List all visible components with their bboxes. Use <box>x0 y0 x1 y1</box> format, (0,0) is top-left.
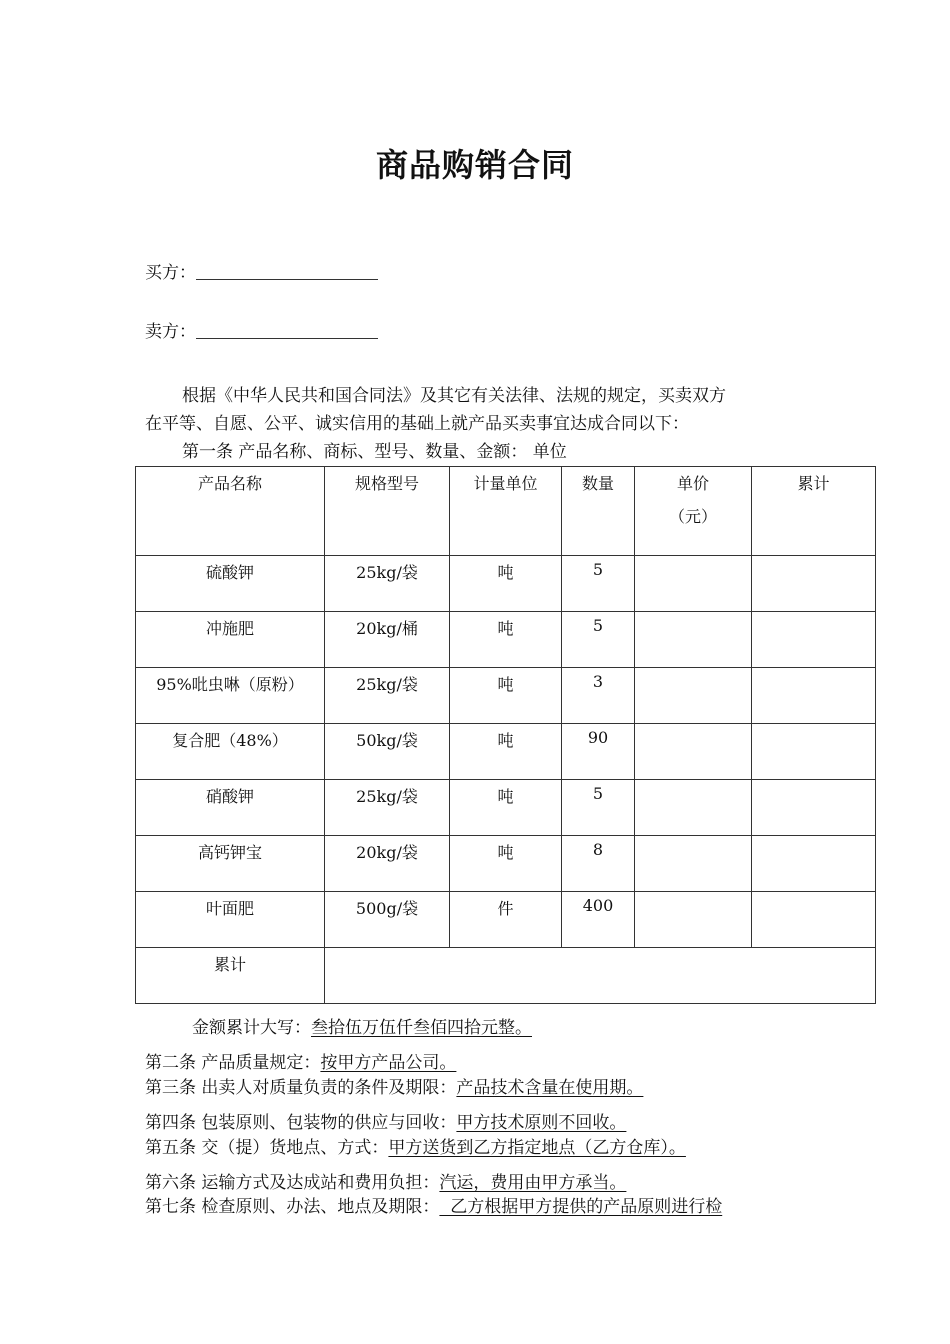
cell-spec: 20kg/袋 <box>325 836 450 892</box>
clause-label: 第四条 包装原则、包装物的供应与回收： <box>145 1113 457 1133</box>
buyer-label: 买方： <box>145 263 196 283</box>
cell-unit: 吨 <box>450 836 562 892</box>
cell-total <box>752 556 876 612</box>
table-row <box>136 724 876 780</box>
cell-unit: 吨 <box>450 556 562 612</box>
cell-unit-price <box>635 892 752 948</box>
table-row <box>136 836 876 892</box>
clause-value: 乙方根据甲方提供的产品原则进行检 <box>439 1197 723 1217</box>
cell-spec: 25kg/袋 <box>325 668 450 724</box>
cell-unit-price <box>635 556 752 612</box>
clause-5 <box>145 1133 686 1158</box>
cell-product-name: 95%吡虫啉（原粉） <box>136 668 325 724</box>
cell-spec: 50kg/袋 <box>325 724 450 780</box>
clause-label: 第六条 运输方式及达成站和费用负担： <box>145 1173 440 1193</box>
cell-unit-price <box>635 836 752 892</box>
clause-value: 汽运，费用由甲方承当。 <box>439 1173 627 1193</box>
cell-quantity: 5 <box>562 556 635 612</box>
cell-unit: 件 <box>450 892 562 948</box>
clause-1-heading: 第一条 产品名称、商标、型号、数量、金额： 单位 <box>182 442 567 462</box>
cell-spec: 25kg/袋 <box>325 556 450 612</box>
cell-quantity: 400 <box>562 892 635 948</box>
amount-value: 叁拾伍万伍仟叁佰四拾元整。 <box>311 1018 532 1038</box>
seller-blank <box>196 322 378 339</box>
cell-quantity: 8 <box>562 836 635 892</box>
clause-label: 第二条 产品质量规定： <box>145 1053 321 1073</box>
cell-product-name: 硫酸钾 <box>136 556 325 612</box>
cell-product-name: 高钙钾宝 <box>136 836 325 892</box>
clause-label: 第七条 检查原则、办法、地点及期限： <box>145 1197 440 1217</box>
cell-spec: 500g/袋 <box>325 892 450 948</box>
cell-quantity: 90 <box>562 724 635 780</box>
cell-unit-price <box>635 724 752 780</box>
product-table <box>135 466 876 1004</box>
cell-total <box>752 668 876 724</box>
cell-unit-price <box>635 612 752 668</box>
seller-line <box>145 317 378 342</box>
document-title: 商品购销合同 <box>375 146 574 184</box>
cell-unit-price <box>635 780 752 836</box>
clause-value: 甲方送货到乙方指定地点（乙方仓库）。 <box>388 1138 686 1158</box>
header-quantity: 数量 <box>562 467 635 556</box>
table-footer-row <box>136 948 876 1004</box>
intro-line-1: 根据《中华人民共和国合同法》及其它有关法律、法规的规定，买卖双方 <box>182 386 726 406</box>
amount-line <box>192 1014 532 1042</box>
clause-value: 产品技术含量在使用期。 <box>456 1078 644 1098</box>
header-total: 累计 <box>752 467 876 556</box>
clause-7 <box>145 1192 722 1217</box>
header-product-name: 产品名称 <box>136 467 325 556</box>
clause-value: 按甲方产品公司。 <box>320 1053 457 1073</box>
table-row <box>136 892 876 948</box>
header-spec: 规格型号 <box>325 467 450 556</box>
cell-quantity: 5 <box>562 612 635 668</box>
header-unit-price <box>635 467 752 556</box>
footer-total-value <box>325 948 876 1004</box>
clause-label: 第五条 交（提）货地点、方式： <box>145 1138 389 1158</box>
cell-quantity: 5 <box>562 780 635 836</box>
table-header-row <box>136 467 876 556</box>
intro-paragraph <box>145 382 726 466</box>
amount-label: 金额累计大写： <box>192 1018 311 1038</box>
clause-label: 第三条 出卖人对质量负责的条件及期限： <box>145 1078 457 1098</box>
seller-label: 卖方： <box>145 322 196 342</box>
buyer-line <box>145 258 378 283</box>
table-row <box>136 780 876 836</box>
buyer-blank <box>196 263 378 280</box>
cell-spec: 20kg/桶 <box>325 612 450 668</box>
header-unit-price-currency: （元） <box>668 507 717 526</box>
clause-6 <box>145 1168 626 1193</box>
table-row <box>136 612 876 668</box>
cell-unit: 吨 <box>450 724 562 780</box>
cell-total <box>752 836 876 892</box>
footer-total-label: 累计 <box>136 948 325 1004</box>
cell-product-name: 叶面肥 <box>136 892 325 948</box>
clause-4 <box>145 1108 626 1133</box>
cell-unit: 吨 <box>450 612 562 668</box>
clause-value: 甲方技术原则不回收。 <box>456 1113 627 1133</box>
cell-product-name: 复合肥（48%） <box>136 724 325 780</box>
cell-product-name: 冲施肥 <box>136 612 325 668</box>
clause-3 <box>145 1073 643 1098</box>
cell-total <box>752 724 876 780</box>
header-unit: 计量单位 <box>450 467 562 556</box>
intro-line-2: 在平等、自愿、公平、诚实信用的基础上就产品买卖事宜达成合同以下： <box>145 414 689 434</box>
cell-spec: 25kg/袋 <box>325 780 450 836</box>
cell-quantity: 3 <box>562 668 635 724</box>
cell-unit: 吨 <box>450 780 562 836</box>
header-unit-price-label: 单价 <box>676 474 709 493</box>
cell-total <box>752 780 876 836</box>
cell-unit-price <box>635 668 752 724</box>
cell-total <box>752 892 876 948</box>
cell-unit: 吨 <box>450 668 562 724</box>
cell-product-name: 硝酸钾 <box>136 780 325 836</box>
cell-total <box>752 612 876 668</box>
table-row <box>136 556 876 612</box>
clause-2 <box>145 1048 456 1073</box>
table-row <box>136 668 876 724</box>
